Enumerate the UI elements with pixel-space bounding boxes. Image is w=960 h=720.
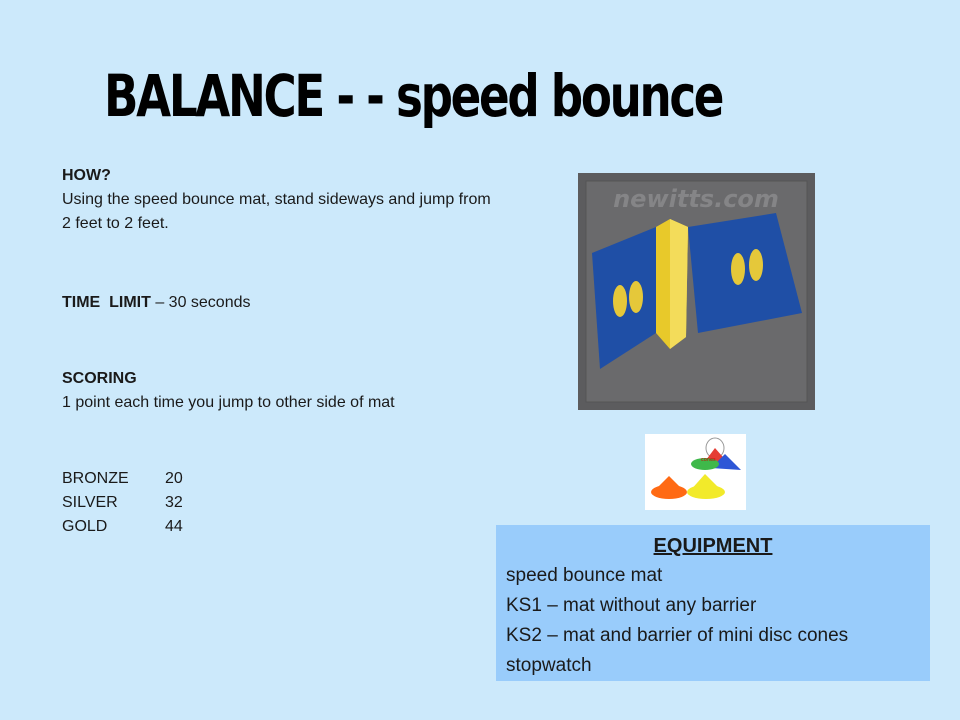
medal-name: GOLD	[62, 518, 108, 535]
scoring-text: 1 point each time you jump to other side of mat	[62, 394, 395, 411]
speed-bounce-mat-image	[578, 173, 815, 410]
cones-illustration	[645, 434, 746, 510]
cones-label: cones	[701, 457, 716, 463]
medal-name: SILVER	[62, 494, 118, 511]
medal-row-gold	[62, 515, 183, 539]
medal-table	[62, 467, 183, 539]
how-text: Using the speed bounce mat, stand sideways and jump from 2 feet to 2 feet.	[62, 191, 491, 232]
mat-illustration	[578, 173, 815, 410]
equipment-item: KS1 – mat without any barrier	[506, 595, 757, 616]
equipment-heading: EQUIPMENT	[653, 535, 773, 557]
medal-score: 20	[165, 470, 183, 487]
time-limit-label: TIME LIMIT	[62, 294, 151, 311]
time-limit	[62, 291, 251, 315]
mat-brand-watermark: newitts.com	[613, 185, 779, 213]
how-section	[62, 164, 502, 236]
how-heading: HOW?	[62, 167, 111, 184]
equipment-item: stopwatch	[506, 655, 592, 676]
scoring-heading: SCORING	[62, 370, 137, 387]
medal-name: BRONZE	[62, 470, 129, 487]
medal-score: 32	[165, 494, 183, 511]
time-limit-value: – 30 seconds	[150, 294, 251, 311]
page-title: BALANCE - - speed bounce	[104, 62, 723, 130]
medal-score: 44	[165, 518, 183, 535]
equipment-item: speed bounce mat	[506, 565, 663, 586]
equipment-box	[496, 525, 930, 681]
mini-disc-cones-image	[645, 434, 746, 510]
scoring-section	[62, 367, 395, 415]
medal-row-bronze	[62, 467, 183, 491]
medal-row-silver	[62, 491, 183, 515]
equipment-item: KS2 – mat and barrier of mini disc cones	[506, 625, 849, 646]
